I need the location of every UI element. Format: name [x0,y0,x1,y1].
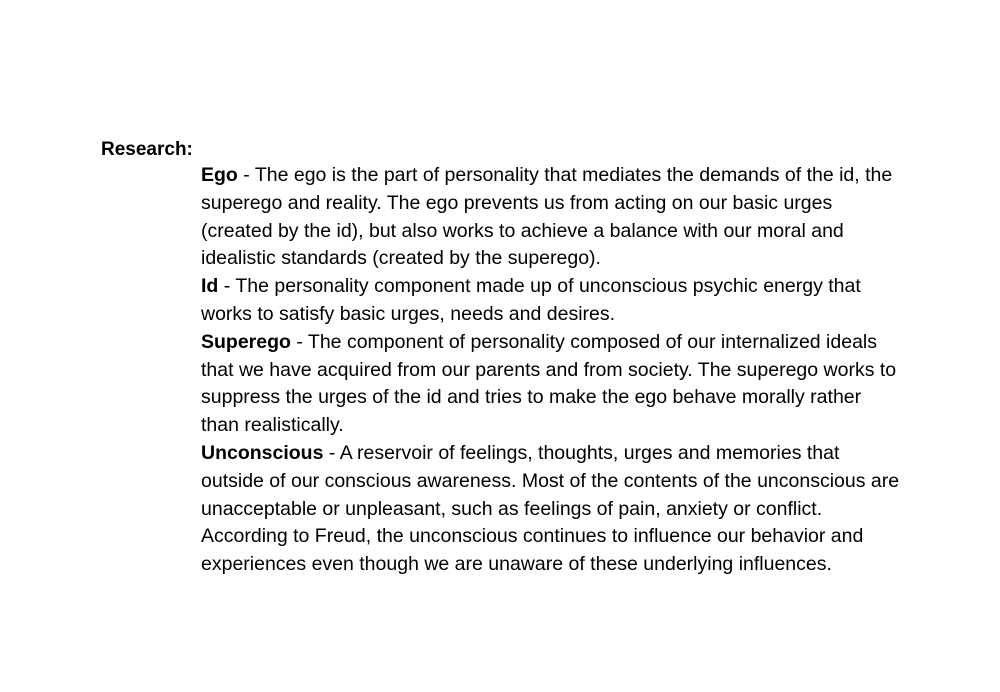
definition-term: Id [201,275,219,298]
definition-separator: - [290,330,308,353]
definition-term: Ego [201,164,238,186]
definition-unconscious [201,440,901,579]
definition-text: The personality component made up of unconscious psychic energy that works to satisfy basic urges, needs and desires. [201,275,861,325]
definition-separator: - [218,275,236,298]
definition-text: The component of personality composed of our internalized ideals that we have acquired from our parents and from society. The superego works to suppress the urges of the id and tries to make the ego behave morally rather than realistically. [201,330,897,437]
definition-id [201,273,901,329]
definition-separator: - [323,441,340,464]
definition-superego [201,329,901,440]
definition-ego [201,162,901,273]
definition-term: Superego [201,330,291,353]
definition-text: The ego is the part of personality that mediates the demands of the id, the superego and reality. The ego prevents us from acting on our basic urges (created by the id), but also works to achieve a balance with our moral and idealistic standards (created by the superego). [201,164,893,270]
definition-separator: - [237,164,255,186]
definition-text: A reservoir of feelings, thoughts, urges and memories that outside of our conscious awareness. Most of the contents of the unconscious are unacceptable or unpleasant, such as feelings of pain, anxiety or conflict. According to Freud, the unconscious continues to influence our behavior and experiences even though we are unaware of these underlying influences. [201,441,900,576]
section-heading: Research: [101,139,193,160]
definition-list [201,162,901,579]
definition-term: Unconscious [201,441,324,464]
